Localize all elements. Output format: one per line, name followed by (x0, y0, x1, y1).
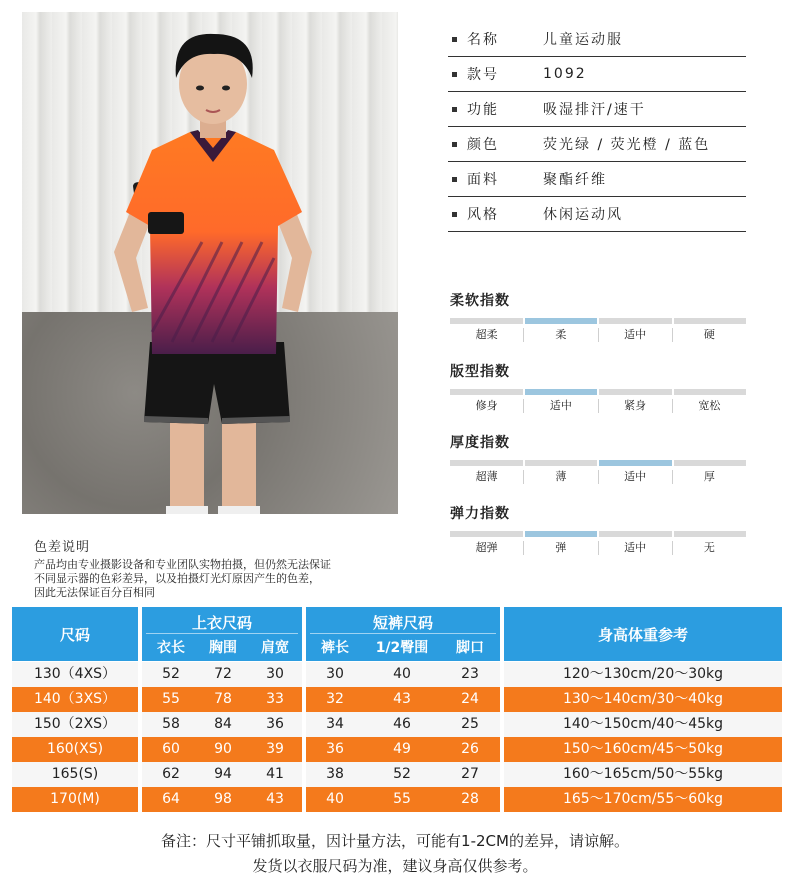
spec-row-style-number (448, 57, 746, 92)
table-row (12, 787, 782, 812)
reference-cell: 160～165cm/50～55kg (562, 766, 724, 782)
cell: 43 (393, 691, 411, 707)
cell: 34 (326, 716, 344, 732)
row-separator (302, 712, 306, 737)
row-separator (302, 687, 306, 712)
index-segment (450, 531, 523, 537)
index-labels (450, 537, 746, 559)
spec-row-name (448, 22, 746, 57)
cell: 52 (162, 666, 180, 682)
cell: 64 (162, 791, 180, 807)
index-option: 适中 (599, 470, 673, 484)
cell: 40 (326, 791, 344, 807)
size-header-cell (12, 607, 138, 661)
color-note-line: 因此无法保证百分百相同 (34, 586, 155, 599)
spec-key: 面料 (467, 172, 499, 188)
spec-value: 儿童运动服 (543, 32, 623, 48)
cell: 23 (461, 666, 479, 682)
bullet-icon (452, 107, 457, 112)
top-col-chest: 胸围 (209, 640, 237, 656)
cell: 40 (393, 666, 411, 682)
size-table (12, 607, 782, 815)
cell: 46 (393, 716, 411, 732)
index-segment (599, 460, 672, 466)
index-segment (525, 389, 598, 395)
spec-key: 功能 (467, 102, 499, 118)
size-cell: 160(XS) (46, 741, 104, 757)
index-segment (674, 318, 747, 324)
spec-key: 颜色 (467, 137, 499, 153)
cell: 39 (266, 741, 284, 757)
bullet-icon (452, 212, 457, 217)
shorts-col-hip: 1/2臀围 (375, 640, 429, 656)
row-separator (302, 762, 306, 787)
cell: 62 (162, 766, 180, 782)
spec-row-fabric (448, 162, 746, 197)
color-note-line: 不同显示器的色彩差异，以及拍摄灯光灯原因产生的色差， (34, 572, 320, 585)
index-option: 超薄 (450, 470, 524, 484)
row-separator (138, 662, 142, 687)
index-labels (450, 466, 746, 488)
cell: 94 (214, 766, 232, 782)
index-option: 超柔 (450, 328, 524, 342)
index-title: 版型指数 (450, 364, 510, 380)
index-segment (450, 318, 523, 324)
index-segment (599, 389, 672, 395)
cell: 41 (266, 766, 284, 782)
remark-line-2: 发货以衣服尺码为准，建议身高仅供参考。 (252, 857, 538, 875)
cell: 33 (266, 691, 284, 707)
cell: 26 (461, 741, 479, 757)
index-segment (599, 318, 672, 324)
index-option: 适中 (524, 399, 598, 413)
spec-key: 名称 (467, 32, 499, 48)
table-row (12, 662, 782, 687)
cell: 30 (266, 666, 284, 682)
color-note-line: 产品均由专业摄影设备和专业团队实物拍摄，但仍然无法保证 (34, 558, 331, 571)
cell: 36 (326, 741, 344, 757)
size-cell: 130（4XS） (33, 666, 117, 682)
bullet-icon (452, 142, 457, 147)
cell: 30 (326, 666, 344, 682)
size-cell: 165(S) (51, 766, 99, 782)
bullet-icon (452, 177, 457, 182)
table-row (12, 712, 782, 737)
softness-index (450, 290, 746, 346)
index-option: 弹 (524, 541, 598, 555)
spec-value: 1092 (543, 66, 587, 82)
product-photo (22, 12, 398, 514)
cell: 84 (214, 716, 232, 732)
index-option: 修身 (450, 399, 524, 413)
spec-row-style (448, 197, 746, 232)
header-divider (146, 633, 298, 634)
cell: 27 (461, 766, 479, 782)
elasticity-index (450, 503, 746, 559)
row-separator (138, 762, 142, 787)
reference-header-cell (504, 607, 782, 661)
cell: 72 (214, 666, 232, 682)
spec-value: 聚酯纤维 (543, 172, 607, 188)
spec-key: 风格 (467, 207, 499, 223)
reference-cell: 130～140cm/30～40kg (562, 691, 724, 707)
top-col-length: 衣长 (157, 640, 185, 656)
index-labels (450, 395, 746, 417)
row-separator (302, 662, 306, 687)
shorts-header-cell (306, 607, 500, 661)
cell: 36 (266, 716, 284, 732)
index-option: 适中 (599, 328, 673, 342)
index-option: 无 (703, 541, 715, 554)
table-row (12, 762, 782, 787)
index-option: 宽松 (698, 399, 721, 412)
cell: 98 (214, 791, 232, 807)
row-separator (138, 712, 142, 737)
bullet-icon (452, 37, 457, 42)
fit-index (450, 361, 746, 417)
index-option: 紧身 (599, 399, 673, 413)
cell: 55 (162, 691, 180, 707)
color-note-body (34, 558, 414, 600)
index-segment (450, 460, 523, 466)
index-segment (599, 531, 672, 537)
cell: 43 (266, 791, 284, 807)
spec-value: 休闲运动风 (543, 207, 623, 223)
color-note-title: 色差说明 (34, 540, 91, 555)
remark-line-1: 备注：尺寸平铺抓取量，因计量方法，可能有1-2CM的差异，请谅解。 (161, 832, 629, 850)
size-header: 尺码 (59, 626, 90, 644)
index-segment (525, 531, 598, 537)
top-header-cell (142, 607, 302, 661)
cell: 49 (393, 741, 411, 757)
cell: 55 (393, 791, 411, 807)
cell: 58 (162, 716, 180, 732)
size-cell: 140（3XS） (33, 691, 117, 707)
index-segment (525, 318, 598, 324)
cell: 24 (461, 691, 479, 707)
index-labels (450, 324, 746, 346)
spec-key: 款号 (467, 67, 499, 83)
index-option: 薄 (524, 470, 598, 484)
thickness-index (450, 432, 746, 488)
row-separator (302, 787, 306, 812)
size-cell: 170(M) (50, 791, 100, 807)
cell: 52 (393, 766, 411, 782)
reference-cell: 140～150cm/40～45kg (562, 716, 724, 732)
index-segment (674, 460, 747, 466)
reference-header: 身高体重参考 (597, 626, 688, 644)
spec-list (448, 22, 746, 232)
index-segment (674, 389, 747, 395)
header-divider (310, 633, 496, 634)
spec-value: 荧光绿 / 荧光橙 / 蓝色 (543, 137, 711, 153)
index-segment (450, 389, 523, 395)
row-separator (302, 737, 306, 762)
index-option: 柔 (524, 328, 598, 342)
index-segment (525, 460, 598, 466)
cell: 60 (162, 741, 180, 757)
cell: 38 (326, 766, 344, 782)
bullet-icon (452, 72, 457, 77)
cell: 28 (461, 791, 479, 807)
index-title: 弹力指数 (450, 506, 510, 522)
top-header: 上衣尺码 (191, 614, 252, 632)
reference-cell: 165～170cm/55～60kg (562, 791, 724, 807)
index-title: 厚度指数 (450, 435, 510, 451)
row-separator (138, 737, 142, 762)
spec-row-function (448, 92, 746, 127)
row-separator (138, 687, 142, 712)
cell: 78 (214, 691, 232, 707)
spec-row-color (448, 127, 746, 162)
index-option: 适中 (599, 541, 673, 555)
table-row (12, 687, 782, 712)
spec-value: 吸湿排汗/速干 (543, 102, 646, 118)
index-title: 柔软指数 (450, 293, 510, 309)
shorts-header: 短裤尺码 (372, 614, 433, 632)
cell: 32 (326, 691, 344, 707)
size-cell: 150（2XS） (33, 716, 117, 732)
cell: 25 (461, 716, 479, 732)
reference-cell: 120～130cm/20～30kg (562, 666, 724, 682)
boy-in-sportswear-illustration (22, 12, 398, 514)
index-segment (674, 531, 747, 537)
shorts-col-length: 裤长 (321, 640, 349, 656)
index-option: 厚 (703, 470, 715, 483)
cell: 90 (214, 741, 232, 757)
reference-cell: 150～160cm/45～50kg (562, 741, 724, 757)
top-col-shoulder: 肩宽 (261, 640, 289, 656)
index-option: 超弹 (450, 541, 524, 555)
row-separator (138, 787, 142, 812)
table-row (12, 737, 782, 762)
shorts-col-hem: 脚口 (456, 640, 484, 656)
index-option: 硬 (703, 328, 715, 341)
